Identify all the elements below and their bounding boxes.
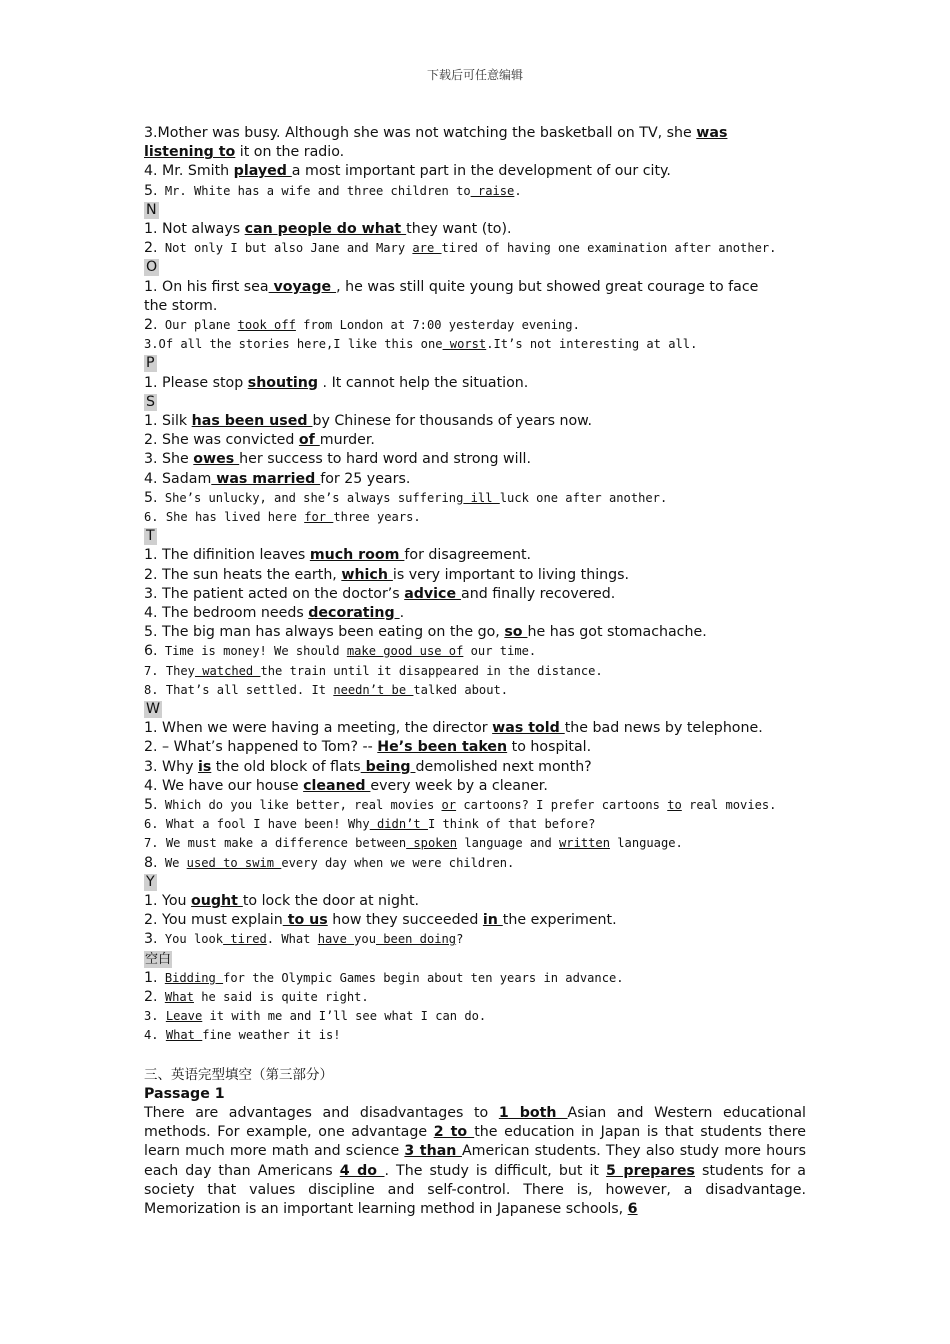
- sentence-w7: [144, 834, 806, 853]
- sentence-text: .: [514, 183, 522, 198]
- sentence-text: 2. She was convicted: [144, 432, 299, 449]
- sentence-text: She’s unlucky, and she’s always suffering: [157, 490, 464, 505]
- answer-blank: make good use of: [346, 644, 464, 659]
- sentence-text: language.: [610, 836, 683, 851]
- sentence-text: . What: [266, 932, 318, 947]
- sentence-text: 3. Why: [144, 758, 198, 775]
- answer-blank: 2 to: [433, 1124, 475, 1141]
- sentence-text: Time is money! We should: [157, 644, 347, 659]
- sentence-t6: [144, 642, 806, 661]
- answer-blank: used to swim: [186, 855, 282, 870]
- sentence-text: 4. The bedroom needs: [144, 605, 309, 621]
- sentence-w3: [144, 758, 806, 777]
- sentence-s1: [144, 412, 806, 431]
- sentence-t2: [144, 566, 806, 585]
- sentence-text: 4. Sadam: [144, 470, 212, 487]
- passage-title: Passage 1: [144, 1085, 225, 1102]
- sentence-text: real movies.: [681, 798, 777, 813]
- sentence-m4: [144, 162, 806, 181]
- answer-blank: 1 both: [498, 1105, 568, 1122]
- sentence-text: is very important to living things.: [392, 566, 630, 583]
- sentence-text: her success to hard word and strong will.: [239, 451, 531, 468]
- sentence-text: talked about.: [413, 682, 509, 697]
- sentence-text: every week by a cleaner.: [370, 777, 548, 794]
- section-label-blank: 空白: [145, 951, 172, 967]
- sentence-text: 1. Not always: [144, 221, 245, 237]
- sentence-text: 7. We must make a difference between: [144, 836, 407, 851]
- answer-blank: is: [197, 758, 212, 775]
- answer-blank: worst: [442, 337, 487, 352]
- sentence-t5: [144, 623, 806, 642]
- answer-blank: has been used: [191, 412, 313, 429]
- sentence-w1: [144, 719, 806, 738]
- passage-paragraph: [144, 1104, 806, 1219]
- sentence-text: ?: [456, 932, 464, 947]
- sentence-text: the train until it disappeared in the distance.: [260, 663, 603, 678]
- sentence-text: you: [354, 932, 376, 947]
- sentence-text: 8. That’s all settled. It: [144, 682, 334, 697]
- sentence-text: 3.: [144, 1009, 166, 1024]
- sentence-text: the old block of flats: [211, 758, 361, 775]
- sentence-w2: [144, 738, 806, 757]
- answer-blank: was: [696, 125, 728, 141]
- answer-blank: cleaned: [303, 777, 371, 794]
- sentence-text: 3. She: [144, 451, 194, 468]
- answer-blank: needn’t be: [333, 682, 414, 697]
- answer-blank: was told: [492, 720, 565, 737]
- sentence-s4: [144, 470, 806, 489]
- sentence-text: .: [399, 605, 405, 621]
- sentence-text: American students. They also study more hours each day than Americans: [144, 1143, 806, 1179]
- sentence-text: 1. You: [144, 893, 192, 910]
- sentence-text: . The study is difficult, but it: [384, 1162, 607, 1179]
- sentence-text: luck one after another.: [499, 490, 668, 505]
- sentence-text: Asian and Western educational methods. For example, one advantage: [144, 1105, 806, 1141]
- sentence-b4: [144, 1026, 806, 1045]
- sentence-text: There are advantages and disadvantages to: [144, 1105, 499, 1122]
- section-letter-t: T: [146, 528, 155, 545]
- answer-blank: can people do what: [244, 221, 407, 237]
- sentence-text: 4.: [144, 1028, 166, 1043]
- sentence-text: Not only I but also Jane and Mary: [157, 241, 413, 256]
- sentence-text: 4. We have our house: [144, 777, 304, 794]
- answer-blank: or: [441, 798, 457, 813]
- sentence-s5: [144, 489, 806, 508]
- sentence-text: 1. Please stop: [144, 374, 248, 391]
- answer-blank: voyage: [268, 278, 337, 295]
- sentence-text: for disagreement.: [404, 547, 532, 564]
- sentence-text: tired of having one examination after another.: [441, 241, 777, 256]
- page-header: 下载后可任意编辑: [426, 68, 523, 82]
- answer-blank: shouting: [247, 374, 319, 391]
- sentence-n1: [144, 220, 806, 239]
- answer-blank: spoken: [406, 836, 458, 851]
- sentence-text: language and: [457, 836, 560, 851]
- sentence-text: demolished next month?: [415, 758, 592, 775]
- sentence-o1: [144, 278, 806, 297]
- answer-blank: ought: [191, 893, 243, 910]
- sentence-b1: [144, 969, 806, 988]
- sentence-text: for the Olympic Games begin about ten years in advance.: [223, 970, 624, 985]
- item-number: 2.: [144, 989, 158, 1006]
- sentence-text: from London at 7:00 yesterday evening.: [295, 318, 580, 332]
- answer-blank: watched: [194, 663, 261, 678]
- item-number: 5.: [144, 489, 158, 506]
- sentence-w6: [144, 815, 806, 834]
- sentence-text: a most important part in the development of our city.: [291, 163, 671, 180]
- answer-blank: 3 than: [404, 1143, 462, 1160]
- sentence-text: , he was still quite young but showed great courage to face: [336, 278, 759, 295]
- sentence-text: cartoons? I prefer cartoons: [456, 798, 668, 813]
- answer-blank: 5 prepares: [606, 1162, 695, 1179]
- item-number: 5.: [144, 182, 158, 199]
- sentence-text: it on the radio.: [235, 144, 345, 161]
- answer-blank: so: [504, 624, 528, 641]
- item-number: 2.: [144, 317, 158, 333]
- sentence-text: 2. You must explain: [144, 912, 283, 929]
- sentence-text: 5. The big man has always been eating on the go,: [144, 624, 505, 641]
- answer-blank: raise: [470, 183, 515, 198]
- sentence-o2: [144, 316, 806, 335]
- answer-blank: didn’t: [369, 817, 428, 832]
- answer-blank: for: [304, 510, 334, 524]
- sentence-text: he has got stomachache.: [527, 624, 707, 641]
- sentence-p1: [144, 374, 806, 393]
- answer-blank: Leave: [165, 1009, 203, 1024]
- item-number: 3.: [144, 931, 158, 948]
- sentence-text: 1. Silk: [144, 412, 192, 429]
- sentence-b2: [144, 988, 806, 1007]
- sentence-t4: [144, 604, 806, 623]
- sentence-text: 2. – What’s happened to Tom? --: [144, 739, 378, 756]
- answer-blank: took off: [237, 318, 296, 332]
- item-number: 5.: [144, 797, 158, 814]
- answer-blank: What: [164, 990, 194, 1005]
- sentence-s6: [144, 508, 806, 527]
- answer-blank: What: [165, 1028, 203, 1043]
- sentence-text: the storm.: [144, 297, 218, 314]
- sentence-text: 6. She has lived here: [144, 510, 305, 524]
- sentence-text: he said is quite right.: [193, 990, 369, 1005]
- sentence-text: murder.: [319, 432, 375, 449]
- sentence-w4: [144, 777, 806, 796]
- sentence-t1: [144, 546, 806, 565]
- answer-blank: 4 do: [339, 1162, 385, 1179]
- item-number: 8.: [144, 854, 158, 871]
- sentence-text: 1. The difinition leaves: [144, 547, 310, 564]
- sentence-text: [158, 990, 165, 1004]
- sentence-text: how they succeeded: [327, 912, 483, 929]
- sentence-text: for 25 years.: [320, 470, 411, 487]
- answer-blank: much room: [309, 547, 405, 564]
- answer-blank: tired: [223, 932, 267, 947]
- sentence-s2: [144, 431, 806, 450]
- sentence-b3: [144, 1007, 806, 1026]
- sentence-text: our time.: [463, 644, 537, 659]
- answer-blank: being: [360, 758, 416, 775]
- answer-blank: have: [317, 932, 355, 947]
- sentence-m3: [144, 124, 806, 143]
- sentence-text: I think of that before?: [427, 817, 596, 832]
- answer-blank: Bidding: [164, 970, 224, 985]
- answer-blank: in: [482, 912, 503, 929]
- item-number: 6.: [144, 643, 158, 660]
- answer-blank: listening to: [144, 144, 236, 161]
- answer-blank: which: [341, 566, 393, 583]
- sentence-text: 1. On his first sea: [144, 278, 269, 295]
- sentence-w5: [144, 796, 806, 815]
- item-number: 2.: [144, 240, 158, 257]
- sentence-text: students for a society that values discipline and self-control. There is, however, a disadvantage. Memorization is an important learning method in Japanese schools,: [144, 1162, 807, 1218]
- sentence-text: You look: [157, 932, 224, 947]
- sentence-text: . It cannot help the situation.: [318, 374, 529, 391]
- answer-blank: played: [233, 163, 292, 180]
- sentence-text: 4. Mr. Smith: [144, 163, 234, 180]
- sentence-text: 1. When we were having a meeting, the director: [144, 720, 493, 737]
- sentence-t3: [144, 585, 806, 604]
- answer-blank: advice: [404, 585, 462, 602]
- sentence-o3: [144, 335, 806, 354]
- sentence-text: [158, 971, 165, 985]
- section-letter-o: O: [146, 259, 158, 276]
- sentence-w8: [144, 854, 806, 873]
- sentence-text: they want (to).: [406, 221, 512, 237]
- sentence-n2: [144, 239, 806, 258]
- answer-blank: of: [298, 432, 320, 449]
- sentence-text: 2. The sun heats the earth,: [144, 566, 342, 583]
- section-letter-n: N: [146, 201, 157, 218]
- sentence-text: .It’s not interesting at all.: [486, 337, 698, 352]
- answer-blank: to: [667, 798, 682, 813]
- sentence-text: 6. What a fool I have been! Why: [144, 817, 370, 832]
- sentence-text: three years.: [333, 510, 421, 524]
- answer-blank: 6: [627, 1201, 638, 1218]
- sentence-y1: [144, 892, 806, 911]
- sentence-text: to lock the door at night.: [242, 893, 420, 910]
- answer-blank: decorating: [308, 605, 400, 621]
- sentence-text: Our plane: [157, 318, 238, 332]
- sentence-text: the experiment.: [502, 912, 617, 929]
- answer-blank: was married: [211, 470, 321, 487]
- answer-blank: been doing: [375, 932, 457, 947]
- section-letter-s: S: [146, 393, 156, 410]
- sentence-text: and finally recovered.: [461, 585, 616, 602]
- sentence-text: fine weather it is!: [202, 1028, 341, 1043]
- section-heading: 三、英语完型填空（第三部分）: [144, 1066, 333, 1083]
- sentence-s3: [144, 450, 806, 469]
- section-letter-w: W: [146, 701, 161, 718]
- sentence-m3-cont: [144, 143, 806, 162]
- sentence-text: it with me and I’ll see what I can do.: [202, 1009, 487, 1024]
- answer-blank: are: [412, 241, 442, 256]
- sentence-text: the bad news by telephone.: [564, 720, 763, 737]
- sentence-text: 3.Mother was busy. Although she was not watching the basketball on TV, she: [144, 125, 697, 141]
- answer-blank: written: [559, 836, 610, 851]
- answer-blank: owes: [193, 451, 240, 468]
- sentence-text: Which do you like better, real movies: [157, 798, 442, 813]
- sentence-m5: [144, 182, 806, 201]
- document-body: [144, 124, 806, 1219]
- sentence-text: to hospital.: [507, 739, 592, 756]
- answer-blank: ill: [463, 490, 500, 505]
- section-letter-y: Y: [146, 873, 155, 890]
- sentence-y3: [144, 930, 806, 949]
- sentence-o1-cont: [144, 297, 806, 316]
- sentence-text: 3. The patient acted on the doctor’s: [144, 585, 405, 602]
- sentence-text: the education in Japan is that students there learn much more math and science: [144, 1124, 806, 1160]
- sentence-t7: [144, 662, 806, 681]
- sentence-text: every day when we were children.: [281, 855, 515, 870]
- sentence-text: 3.Of all the stories here,I like this one: [144, 337, 443, 352]
- sentence-t8: [144, 681, 806, 700]
- answer-blank: to us: [282, 912, 328, 929]
- section-letter-p: P: [146, 355, 155, 372]
- answer-blank: He’s been taken: [377, 739, 508, 756]
- sentence-text: Mr. White has a wife and three children to: [157, 183, 471, 198]
- sentence-y2: [144, 911, 806, 930]
- sentence-text: We: [157, 855, 187, 870]
- sentence-text: 7. They: [144, 663, 195, 678]
- item-number: 1.: [144, 969, 158, 986]
- sentence-text: by Chinese for thousands of years now.: [312, 412, 592, 429]
